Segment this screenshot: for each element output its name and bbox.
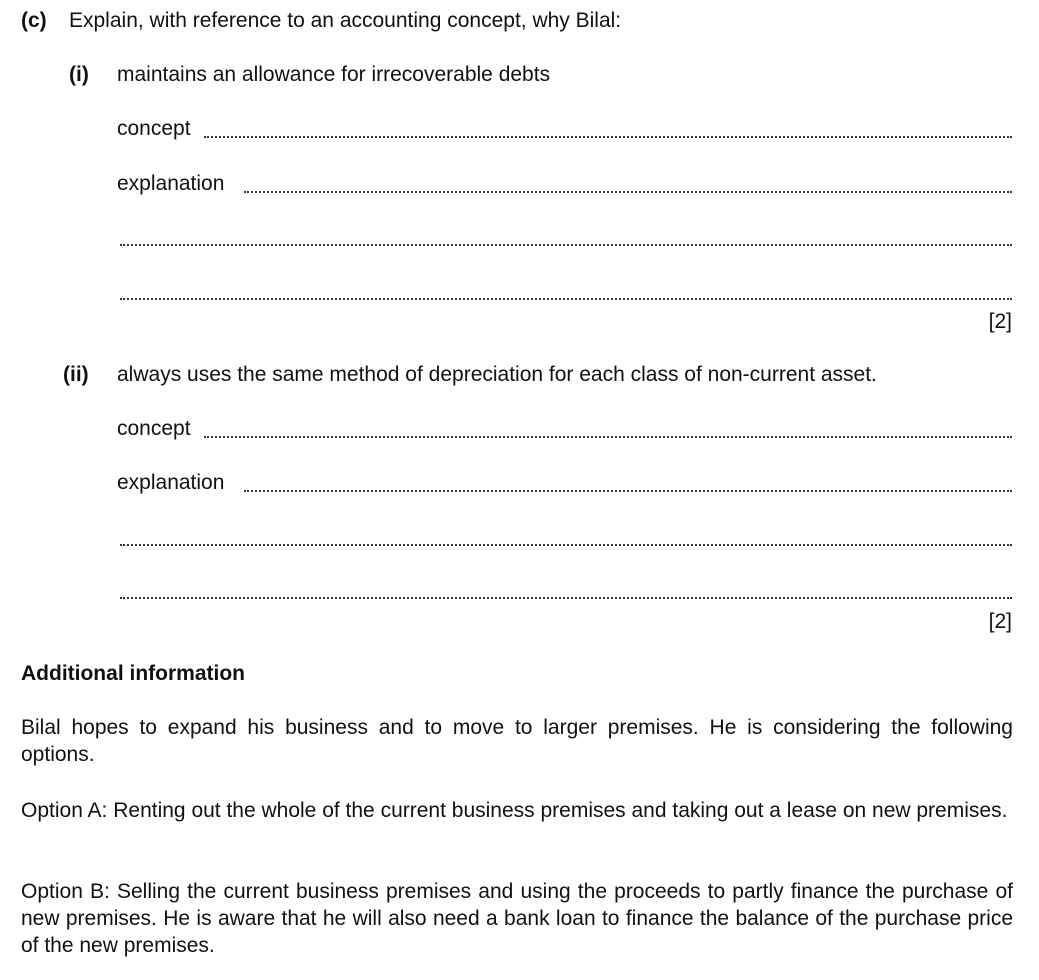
option-a-text: Option A: Renting out the whole of the current business premises and taking out a lease on new premises.: [21, 799, 1008, 822]
explanation-label-i: explanation: [117, 172, 225, 195]
concept-label-ii: concept: [117, 417, 191, 440]
subquestion-label-i: (i): [69, 63, 89, 86]
subquestion-label-ii: (ii): [63, 363, 89, 386]
question-label-c: (c): [21, 9, 47, 32]
marks-ii: [2]: [988, 610, 1012, 633]
subquestion-text-i: maintains an allowance for irrecoverable debts: [117, 63, 551, 86]
explanation-answer-line-i-1[interactable]: [244, 191, 1012, 193]
additional-info-heading: Additional information: [21, 662, 245, 685]
explanation-answer-line-i-3[interactable]: [120, 298, 1012, 300]
explanation-answer-line-ii-2[interactable]: [120, 544, 1012, 546]
additional-info-intro: Bilal hopes to expand his business and to move to larger premises. He is considering the following options.: [21, 716, 1013, 766]
explanation-answer-line-ii-1[interactable]: [244, 490, 1012, 492]
concept-label-i: concept: [117, 117, 191, 140]
explanation-answer-line-i-2[interactable]: [120, 244, 1012, 246]
marks-i: [2]: [988, 310, 1012, 333]
concept-answer-line-i[interactable]: [204, 136, 1012, 138]
option-b-text: Option B: Selling the current business premises and using the proceeds to partly finance the purchase of new premises. He is aware that he will also need a bank loan to finance the balance of the purchase price of the new premises.: [21, 880, 1013, 957]
question-text-c: Explain, with reference to an accounting concept, why Bilal:: [69, 9, 622, 32]
concept-answer-line-ii[interactable]: [204, 436, 1012, 438]
explanation-label-ii: explanation: [117, 471, 225, 494]
subquestion-text-ii: always uses the same method of depreciation for each class of non-current asset.: [117, 363, 877, 386]
explanation-answer-line-ii-3[interactable]: [120, 597, 1012, 599]
